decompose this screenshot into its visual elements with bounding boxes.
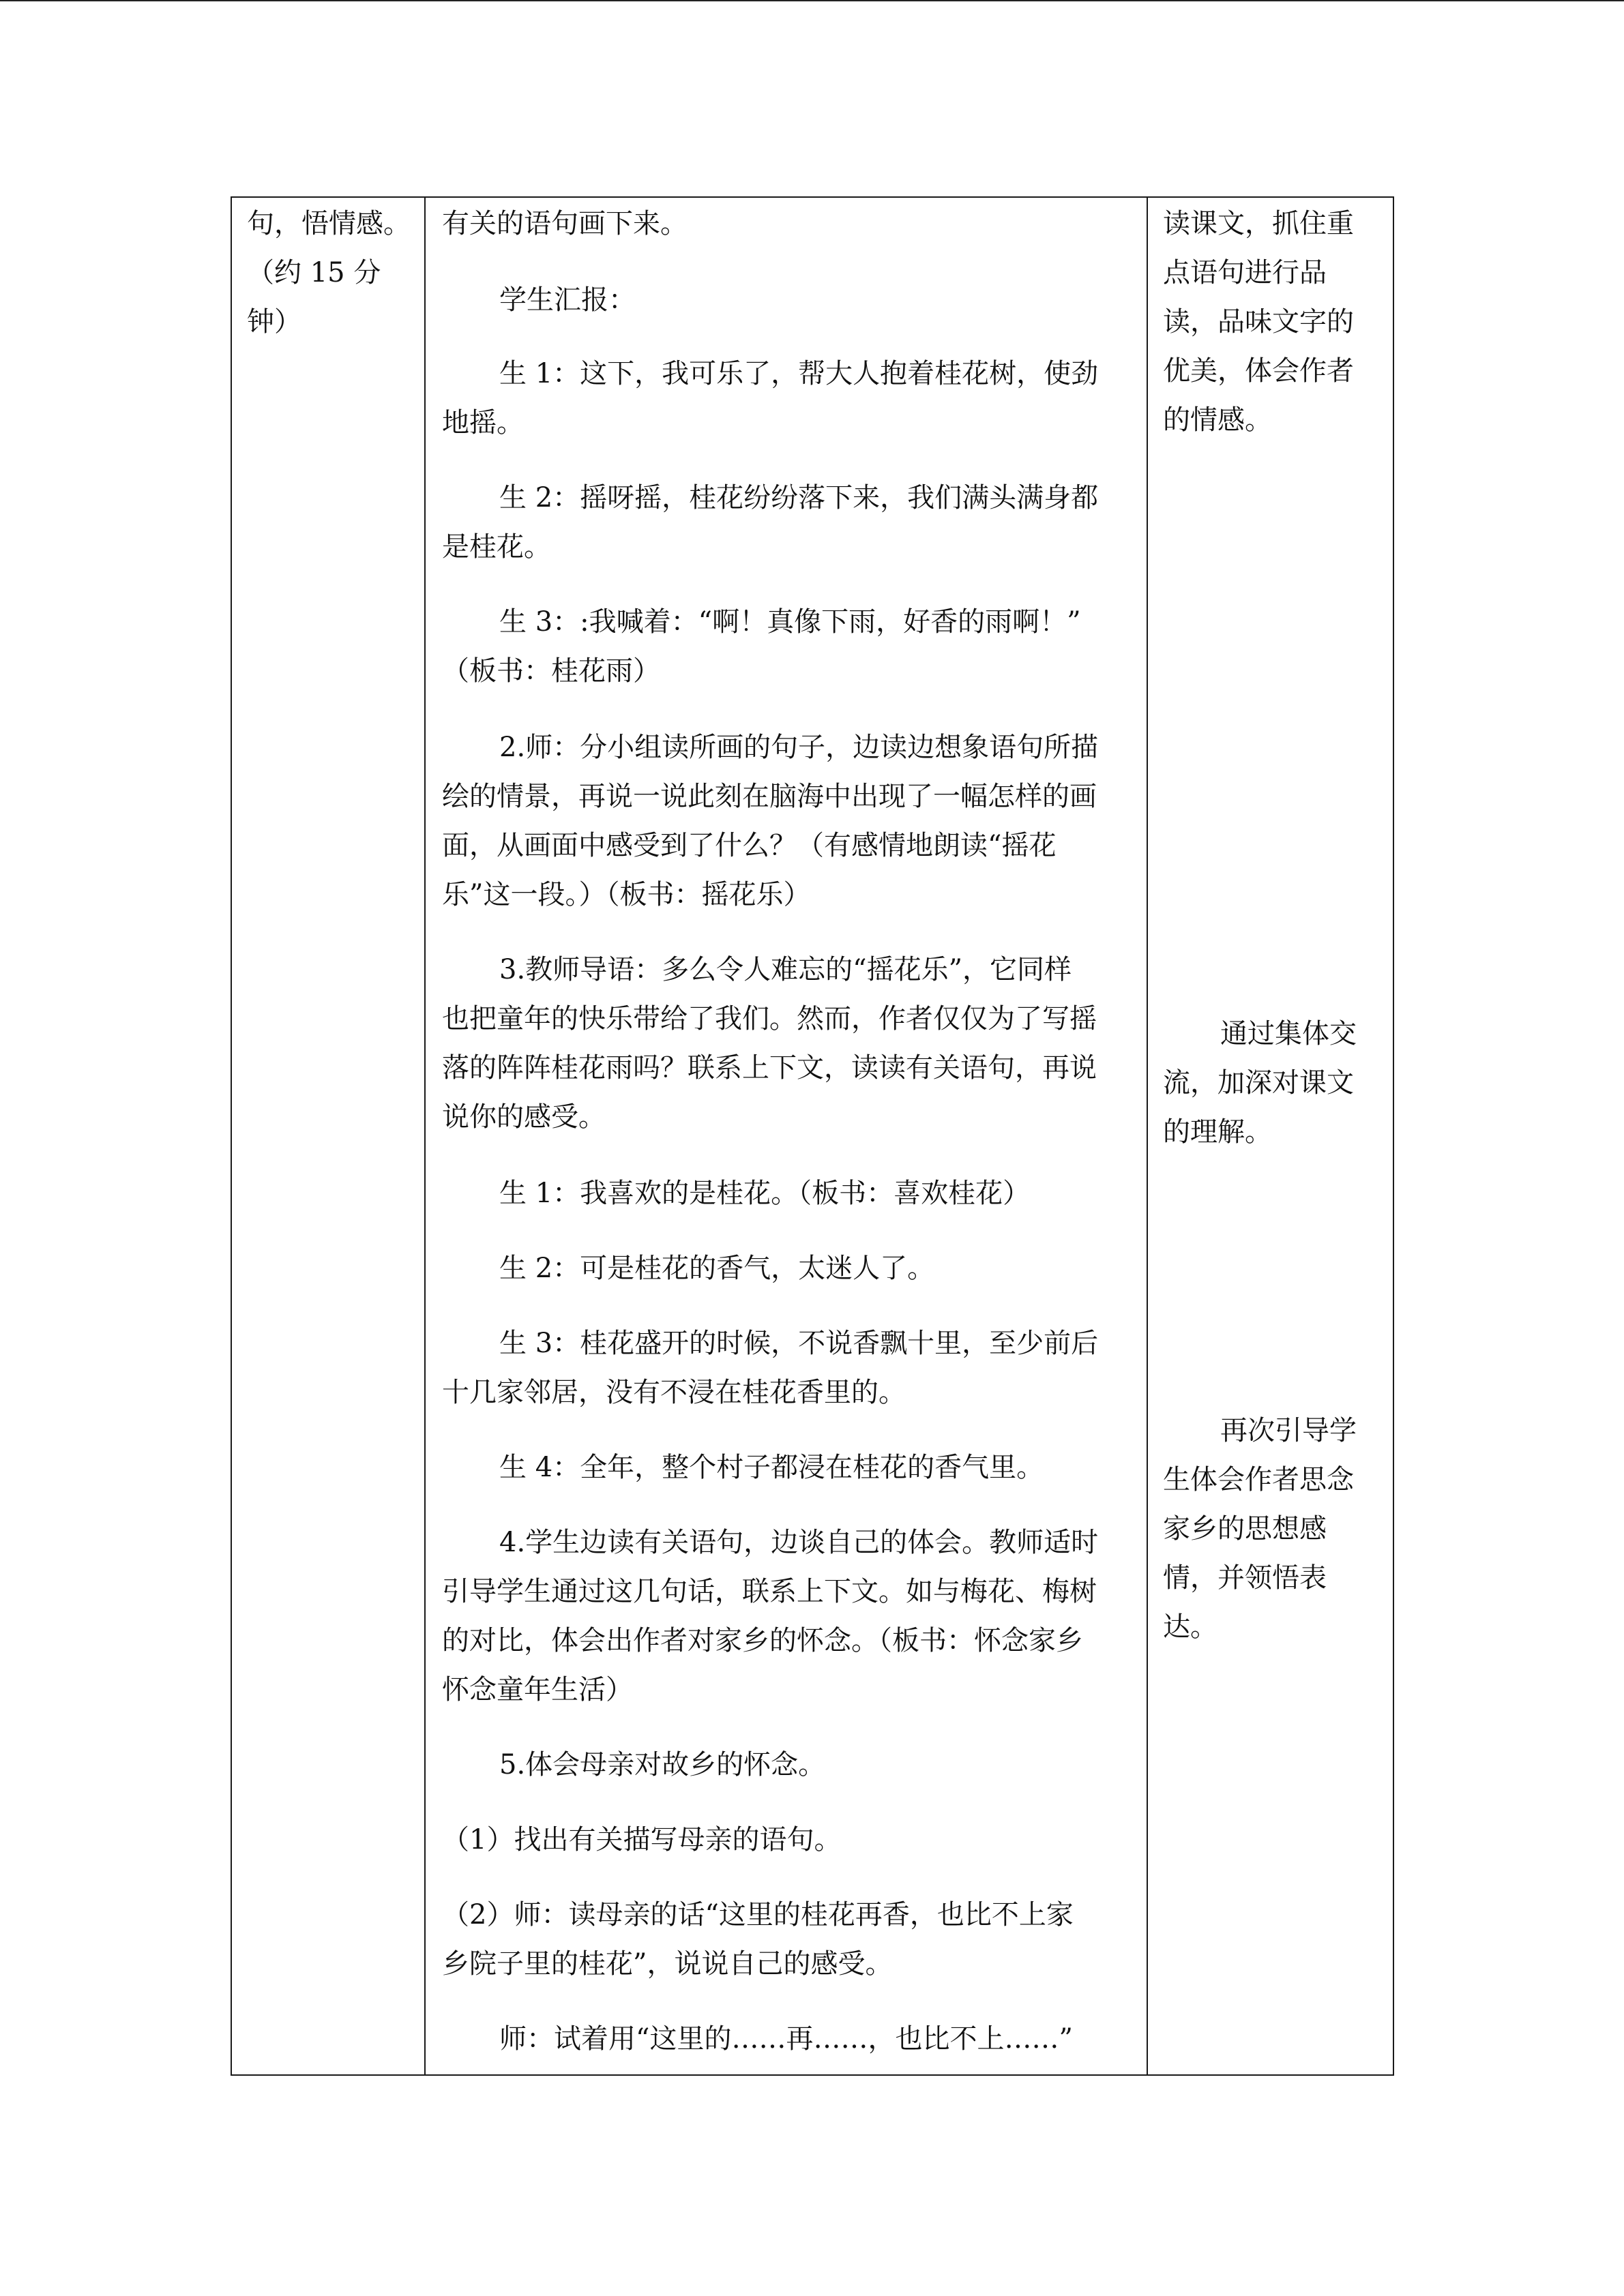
step-text-line: （约 15 分 <box>247 257 381 288</box>
intent-text-line: 的情感。 <box>1163 404 1272 436</box>
process-text-line: 十几家邻居，没有不浸在桂花香里的。 <box>442 1377 906 1408</box>
process-text-line: 乐”这一段。）（板书：摇花乐） <box>442 879 811 910</box>
process-text-line: 生 1：这下，我可乐了，帮大人抱着桂花树，使劲 <box>499 358 1099 389</box>
intent-text-line: 优美，体会作者 <box>1163 355 1354 387</box>
intent-text-line: 流，加深对课文 <box>1163 1067 1354 1099</box>
process-text-line: 生 3：:我喊着：“啊！真像下雨，好香的雨啊！” <box>499 606 1081 638</box>
intent-text-line: 点语句进行品 <box>1163 257 1327 288</box>
process-text-line: 5.体会母亲对故乡的怀念。 <box>499 1749 826 1780</box>
top-rule <box>0 0 1624 1</box>
process-text-line: 生 2：摇呀摇，桂花纷纷落下来，我们满头满身都 <box>499 482 1099 513</box>
process-text-line: 学生汇报： <box>499 284 636 316</box>
process-text-line: 绘的情景，再说一说此刻在脑海中出现了一幅怎样的画 <box>442 781 1097 812</box>
intent-text-line: 读，品味文字的 <box>1163 306 1354 338</box>
intent-text-line: 通过集体交 <box>1220 1018 1357 1049</box>
process-text-line: 怀念童年生活） <box>442 1674 633 1705</box>
process-text-line: 生 4：全年，整个村子都浸在桂花的香气里。 <box>499 1452 1044 1483</box>
process-text-line: （1）找出有关描写母亲的语句。 <box>442 1824 842 1855</box>
process-text-line: 师：试着用“这里的……再……，也比不上……” <box>499 2023 1073 2055</box>
intent-text-line: 的理解。 <box>1163 1116 1272 1148</box>
process-text-line: 生 3：桂花盛开的时候，不说香飘十里，至少前后 <box>499 1328 1099 1359</box>
step-column <box>232 198 426 2074</box>
intent-text-line: 家乡的思想感 <box>1163 1513 1327 1545</box>
process-text-line: （2）师：读母亲的话“这里的桂花再香，也比不上家 <box>442 1899 1074 1930</box>
process-text-line: 乡院子里的桂花”，说说自己的感受。 <box>442 1948 893 1980</box>
process-column <box>426 198 1148 2074</box>
process-text-line: 也把童年的快乐带给了我们。然而，作者仅仅为了写摇 <box>442 1003 1097 1034</box>
process-text-line: （板书：桂花雨） <box>442 655 660 687</box>
process-text-line: 说你的感受。 <box>442 1101 606 1133</box>
intent-text-line: 生体会作者思念 <box>1163 1464 1354 1495</box>
process-text-line: 落的阵阵桂花雨吗？联系上下文，读读有关语句，再说 <box>442 1052 1097 1084</box>
process-text-line: 引导学生通过这几句话，联系上下文。如与梅花、梅树 <box>442 1576 1097 1607</box>
process-text-line: 生 2：可是桂花的香气，太迷人了。 <box>499 1253 935 1284</box>
step-text-line: 钟） <box>247 306 301 338</box>
intent-text-line: 情，并领悟表 <box>1163 1562 1327 1594</box>
intent-text-line: 读课文，抓住重 <box>1163 208 1354 239</box>
process-text-line: 面，从画面中感受到了什么？（有感情地朗读“摇花 <box>442 830 1057 861</box>
process-text-line: 3.教师导语：多么令人难忘的“摇花乐”，它同样 <box>499 954 1072 985</box>
step-text-line: 句，悟情感。 <box>247 208 411 239</box>
process-text-line: 的对比，体会出作者对家乡的怀念。（板书：怀念家乡 <box>442 1625 1083 1656</box>
intent-text-line: 再次引导学 <box>1220 1415 1357 1446</box>
process-text-line: 是桂花。 <box>442 531 551 563</box>
process-text-line: 2.师：分小组读所画的句子，边读边想象语句所描 <box>499 732 1099 763</box>
lesson-plan-table <box>231 196 1394 2076</box>
process-text-line: 4.学生边读有关语句，边谈自己的体会。教师适时 <box>499 1527 1099 1558</box>
intent-column <box>1148 198 1394 2074</box>
intent-text-line: 达。 <box>1163 1611 1217 1643</box>
process-text-line: 地摇。 <box>442 407 524 438</box>
process-text-line: 生 1：我喜欢的是桂花。（板书：喜欢桂花） <box>499 1178 1031 1209</box>
process-text-line: 有关的语句画下来。 <box>442 208 688 239</box>
